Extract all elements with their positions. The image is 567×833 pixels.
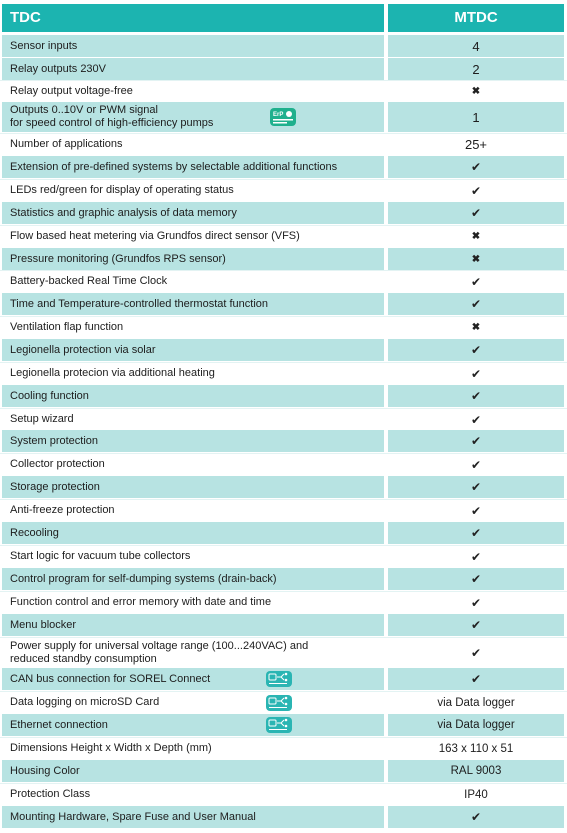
feature-label [10, 138, 384, 151]
feature-cell [2, 202, 384, 224]
mtdc-value-cell [388, 592, 564, 613]
feature-label-line: Storage protection [10, 480, 100, 493]
feature-cell [2, 784, 384, 805]
feature-label [10, 253, 384, 266]
mtdc-value-cell [388, 226, 564, 247]
feature-label-line: Cooling function [10, 389, 89, 402]
mtdc-value-cell [388, 81, 564, 101]
header-tdc: TDC [2, 4, 384, 32]
mtdc-value-cell [388, 714, 564, 736]
feature-cell [2, 714, 384, 736]
feature-label-line: LEDs red/green for display of operating status [10, 184, 234, 196]
feature-label-line: Dimensions Height x Width x Depth (mm) [10, 742, 212, 754]
cross-icon: ✖ [471, 85, 481, 97]
cross-icon: ✖ [471, 231, 481, 242]
feature-label-line: Pressure monitoring (Grundfos RPS sensor) [10, 252, 226, 265]
check-icon: ✔ [470, 366, 482, 381]
feature-cell [2, 271, 384, 292]
mtdc-value-cell [388, 271, 564, 292]
mtdc-value-cell [388, 784, 564, 805]
feature-label-line: Mounting Hardware, Spare Fuse and User Manual [10, 810, 256, 823]
feature-cell [2, 339, 384, 361]
table-row [0, 783, 567, 805]
feature-cell [2, 180, 384, 201]
mtdc-value-cell [388, 546, 564, 567]
feature-label [10, 742, 384, 755]
check-icon: ✔ [470, 595, 482, 610]
mtdc-value-cell [388, 454, 564, 475]
feature-label-line: Battery-backed Real Time Clock [10, 275, 168, 287]
feature-label [10, 765, 384, 778]
feature-cell [2, 760, 384, 782]
mtdc-value-cell [388, 760, 564, 782]
feature-label-line: Relay outputs 230V [10, 62, 107, 75]
feature-label-line: Flow based heat metering via Grundfos direct sensor (VFS) [10, 230, 300, 242]
feature-cell [2, 614, 384, 636]
value-text: via Data logger [437, 719, 515, 731]
feature-label [10, 298, 384, 311]
feature-cell [2, 385, 384, 407]
table-row [0, 430, 567, 452]
table-row [0, 614, 567, 636]
feature-cell [2, 476, 384, 498]
feature-label-line: Relay output voltage-free [10, 84, 133, 97]
feature-cell [2, 454, 384, 475]
mtdc-value-cell [388, 339, 564, 361]
table-row [0, 806, 567, 828]
table-row [0, 316, 567, 338]
feature-label [10, 230, 384, 243]
svg-text:ErP: ErP [273, 112, 284, 118]
feature-cell [2, 226, 384, 247]
mtdc-value-cell [388, 500, 564, 521]
feature-label-line: Outputs 0..10V or PWM signal [10, 104, 158, 116]
check-icon: ✔ [470, 160, 482, 174]
table-row [0, 270, 567, 292]
mtdc-value-cell [388, 317, 564, 338]
feature-label [10, 696, 384, 709]
check-icon: ✔ [470, 389, 482, 403]
feature-label-line: Extension of pre-defined systems by selectable additional functions [10, 160, 338, 173]
check-icon: ✔ [470, 297, 482, 311]
mtdc-value-cell [388, 180, 564, 201]
table-row [0, 339, 567, 361]
value-text: 1 [472, 109, 480, 125]
table-row [0, 80, 567, 101]
mtdc-value-cell [388, 134, 564, 155]
check-icon: ✔ [470, 183, 482, 198]
table-row [0, 293, 567, 315]
feature-cell [2, 430, 384, 452]
check-icon: ✔ [470, 526, 482, 540]
feature-cell [2, 668, 384, 690]
feature-label [10, 719, 384, 732]
mtdc-value-cell [388, 568, 564, 590]
table-row [0, 760, 567, 782]
feature-label [10, 619, 384, 632]
feature-cell [2, 738, 384, 759]
check-icon: ✔ [470, 412, 482, 427]
feature-label [10, 184, 384, 197]
check-icon: ✔ [470, 672, 482, 686]
feature-label [10, 275, 384, 288]
mtdc-value-cell [388, 806, 564, 828]
mtdc-value-cell [388, 638, 564, 667]
feature-label [10, 640, 384, 666]
feature-label [10, 573, 384, 586]
feature-label-line: Ethernet connection [10, 718, 108, 731]
table-row [0, 156, 567, 178]
feature-label-line: Data logging on microSD Card [10, 696, 160, 708]
feature-cell [2, 102, 384, 132]
feature-label-line: Ventilation flap function [10, 321, 124, 333]
mtdc-value-cell [388, 409, 564, 430]
feature-label-line: CAN bus connection for SOREL Connect [10, 672, 211, 685]
feature-label [10, 207, 384, 220]
value-text: 2 [472, 61, 480, 77]
value-text: 163 x 110 x 51 [438, 742, 514, 755]
table-row [0, 522, 567, 544]
mtdc-value-cell [388, 668, 564, 690]
check-icon: ✔ [470, 645, 482, 660]
feature-label-line: Housing Color [10, 764, 80, 777]
table-row [0, 591, 567, 613]
feature-cell [2, 409, 384, 430]
feature-label [10, 504, 384, 517]
check-icon: ✔ [470, 810, 482, 824]
cross-icon: ✖ [471, 322, 481, 333]
check-icon: ✔ [470, 457, 482, 472]
feature-label [10, 811, 384, 824]
feature-cell [2, 156, 384, 178]
check-icon: ✔ [470, 480, 482, 494]
feature-label-line: Statistics and graphic analysis of data memory [10, 206, 237, 219]
feature-cell [2, 638, 384, 667]
table-row [0, 102, 567, 132]
mtdc-value-cell [388, 202, 564, 224]
mtdc-value-cell [388, 156, 564, 178]
value-text: IP40 [464, 788, 488, 801]
feature-cell [2, 363, 384, 384]
feature-label [10, 550, 384, 563]
table-row [0, 568, 567, 590]
feature-label [10, 40, 384, 53]
feature-label-line: Time and Temperature-controlled thermostat function [10, 297, 269, 310]
feature-label-line: Sensor inputs [10, 39, 78, 52]
table-row [0, 545, 567, 567]
feature-label-line: reduced standby consumption [10, 652, 157, 665]
table-row [0, 35, 567, 57]
feature-label [10, 104, 384, 130]
table-row [0, 362, 567, 384]
mtdc-value-cell [388, 476, 564, 498]
feature-label-line: Start logic for vacuum tube collectors [10, 550, 191, 562]
feature-label-line: Protection Class [10, 788, 91, 800]
check-icon: ✔ [470, 434, 482, 448]
check-icon: ✔ [470, 503, 482, 518]
feature-label-line: Menu blocker [10, 618, 77, 631]
table-row [0, 248, 567, 270]
feature-label-line: Anti-freeze protection [10, 504, 115, 516]
table-row [0, 637, 567, 667]
feature-cell [2, 58, 384, 80]
feature-cell [2, 500, 384, 521]
table-header [0, 4, 567, 32]
value-text: RAL 9003 [450, 765, 502, 777]
sorel-connect-icon [266, 717, 292, 733]
value-text: 4 [472, 38, 480, 54]
feature-label-line: System protection [10, 434, 99, 447]
feature-cell [2, 546, 384, 567]
table-row [0, 133, 567, 155]
feature-cell [2, 317, 384, 338]
feature-label-line: Function control and error memory with date and time [10, 596, 272, 608]
table-row [0, 179, 567, 201]
check-icon: ✔ [470, 206, 482, 220]
table-row [0, 737, 567, 759]
feature-cell [2, 692, 384, 713]
feature-label [10, 596, 384, 609]
mtdc-value-cell [388, 363, 564, 384]
feature-label-line: for speed control of high-efficiency pumps [10, 117, 214, 129]
check-icon: ✔ [470, 549, 482, 564]
feature-label [10, 527, 384, 540]
mtdc-value-cell [388, 248, 564, 270]
table-row [0, 668, 567, 690]
feature-label [10, 85, 384, 98]
check-icon: ✔ [470, 343, 482, 357]
mtdc-value-cell [388, 522, 564, 544]
feature-label [10, 673, 384, 686]
check-icon: ✔ [470, 618, 482, 632]
feature-cell [2, 592, 384, 613]
feature-label-line: Collector protection [10, 458, 105, 470]
table-row [0, 691, 567, 713]
table-row [0, 476, 567, 498]
check-icon: ✔ [470, 274, 482, 289]
sorel-connect-icon [266, 671, 292, 687]
feature-label [10, 788, 384, 801]
feature-label-line: Setup wizard [10, 413, 74, 425]
feature-cell [2, 568, 384, 590]
mtdc-value-cell [388, 430, 564, 452]
feature-label [10, 435, 384, 448]
feature-label-line: Legionella protecion via additional heating [10, 367, 215, 379]
feature-label [10, 344, 384, 357]
feature-label-line: Control program for self-dumping systems (drain-back) [10, 572, 277, 585]
sorel-connect-icon [266, 695, 292, 711]
table-row [0, 499, 567, 521]
table-row [0, 408, 567, 430]
feature-cell [2, 248, 384, 270]
erp-label-icon [270, 108, 296, 126]
table-row [0, 58, 567, 80]
value-text: 25+ [464, 137, 488, 152]
feature-label-line: Number of applications [10, 138, 123, 150]
feature-label [10, 367, 384, 380]
table-row [0, 453, 567, 475]
feature-label [10, 481, 384, 494]
table-row [0, 202, 567, 224]
feature-cell [2, 293, 384, 315]
mtdc-value-cell [388, 293, 564, 315]
mtdc-value-cell [388, 692, 564, 713]
mtdc-value-cell [388, 614, 564, 636]
check-icon: ✔ [470, 572, 482, 586]
mtdc-value-cell [388, 35, 564, 57]
value-text: via Data logger [437, 696, 515, 709]
feature-label [10, 413, 384, 426]
feature-cell [2, 522, 384, 544]
feature-label [10, 63, 384, 76]
feature-cell [2, 81, 384, 101]
feature-label-line: Legionella protection via solar [10, 343, 156, 356]
table-row [0, 714, 567, 736]
feature-label [10, 458, 384, 471]
table-row [0, 225, 567, 247]
table-row [0, 385, 567, 407]
mtdc-value-cell [388, 58, 564, 80]
cross-icon: ✖ [471, 253, 481, 265]
feature-cell [2, 806, 384, 828]
mtdc-value-cell [388, 385, 564, 407]
feature-cell [2, 134, 384, 155]
feature-cell [2, 35, 384, 57]
feature-label-line: Power supply for universal voltage range (100...240VAC) and [10, 639, 309, 652]
mtdc-value-cell [388, 738, 564, 759]
feature-label [10, 321, 384, 334]
feature-label-line: Recooling [10, 526, 59, 539]
header-mtdc: MTDC [388, 4, 564, 32]
feature-label [10, 161, 384, 174]
mtdc-value-cell [388, 102, 564, 132]
feature-label [10, 390, 384, 403]
